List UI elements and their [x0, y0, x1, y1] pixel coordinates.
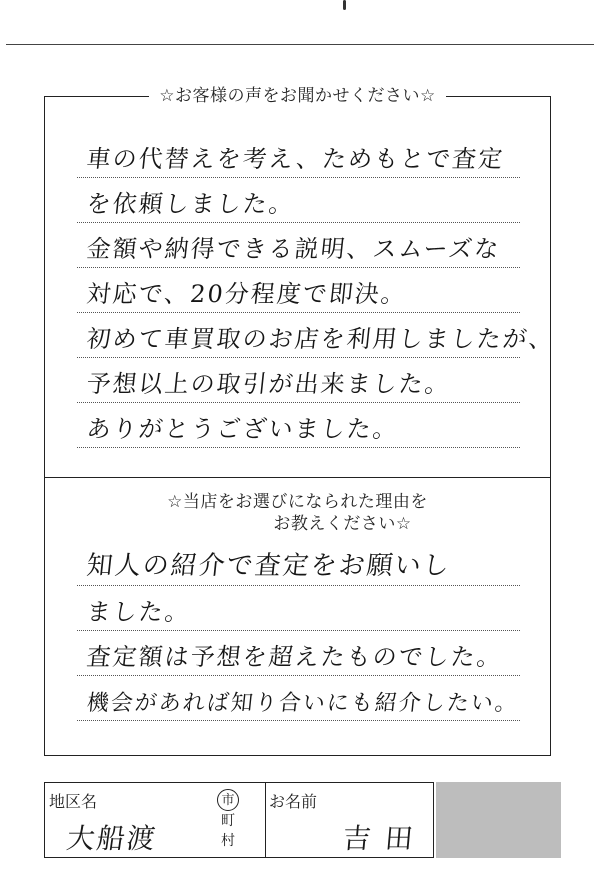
answer-line: [77, 691, 521, 721]
answer-line: [77, 598, 520, 631]
reason-lines: [77, 551, 520, 721]
area-cell: [45, 783, 266, 857]
reason-title-line1: ☆当店をお選びになられた理由を: [167, 492, 428, 512]
customer-voice-title: ☆お客様の声をお聞かせください☆: [149, 86, 445, 106]
answer-line: [77, 415, 520, 448]
answer-line: [77, 190, 520, 223]
top-pen-mark: [343, 0, 346, 10]
handwritten-text: 対応で、20分程度で即決。: [85, 280, 409, 308]
handwritten-text: ました。: [85, 598, 193, 626]
answer-line: [77, 280, 520, 313]
handwritten-text: 金額や納得できる説明、スムーズな: [85, 235, 502, 263]
unit-village: 村: [221, 833, 235, 849]
unit-town: 町: [221, 813, 235, 829]
name-cell: [265, 783, 433, 857]
answer-line: [77, 551, 520, 586]
redacted-area: [436, 782, 561, 858]
name-value: 吉田: [341, 822, 429, 855]
area-value: 大船渡: [64, 822, 160, 855]
customer-voice-lines: [77, 145, 557, 448]
answer-line: [77, 325, 557, 358]
answer-line: [77, 643, 520, 676]
respondent-info: [44, 782, 434, 858]
handwritten-text: を依頼しました。: [85, 190, 297, 218]
handwritten-text: 予想以上の取引が出来ました。: [85, 370, 453, 398]
handwritten-text: 知人の紹介で査定をお願いし: [85, 551, 453, 581]
handwritten-text: ありがとうございました。: [85, 415, 401, 443]
reason-section: [45, 477, 550, 755]
name-label: お名前: [269, 792, 318, 811]
handwritten-text: 初めて車買取のお店を利用しましたが、: [85, 325, 557, 353]
answer-line: [77, 235, 520, 268]
handwritten-text: 車の代替えを考え、ためもとで査定: [85, 145, 506, 173]
handwritten-text: 機会があれば知り合いにも紹介したい。: [85, 691, 521, 716]
top-rule: [6, 44, 594, 45]
unit-city-circled: 市: [217, 789, 239, 811]
answer-line: [77, 145, 520, 178]
handwritten-text: 査定額は予想を超えたものでした。: [85, 643, 505, 671]
area-label: 地区名: [49, 792, 98, 811]
customer-voice-section: [45, 86, 557, 478]
reason-title-line2: お教えください☆: [273, 514, 412, 534]
municipality-units: [217, 789, 239, 851]
answer-line: [77, 370, 520, 403]
survey-frame: [44, 86, 557, 756]
